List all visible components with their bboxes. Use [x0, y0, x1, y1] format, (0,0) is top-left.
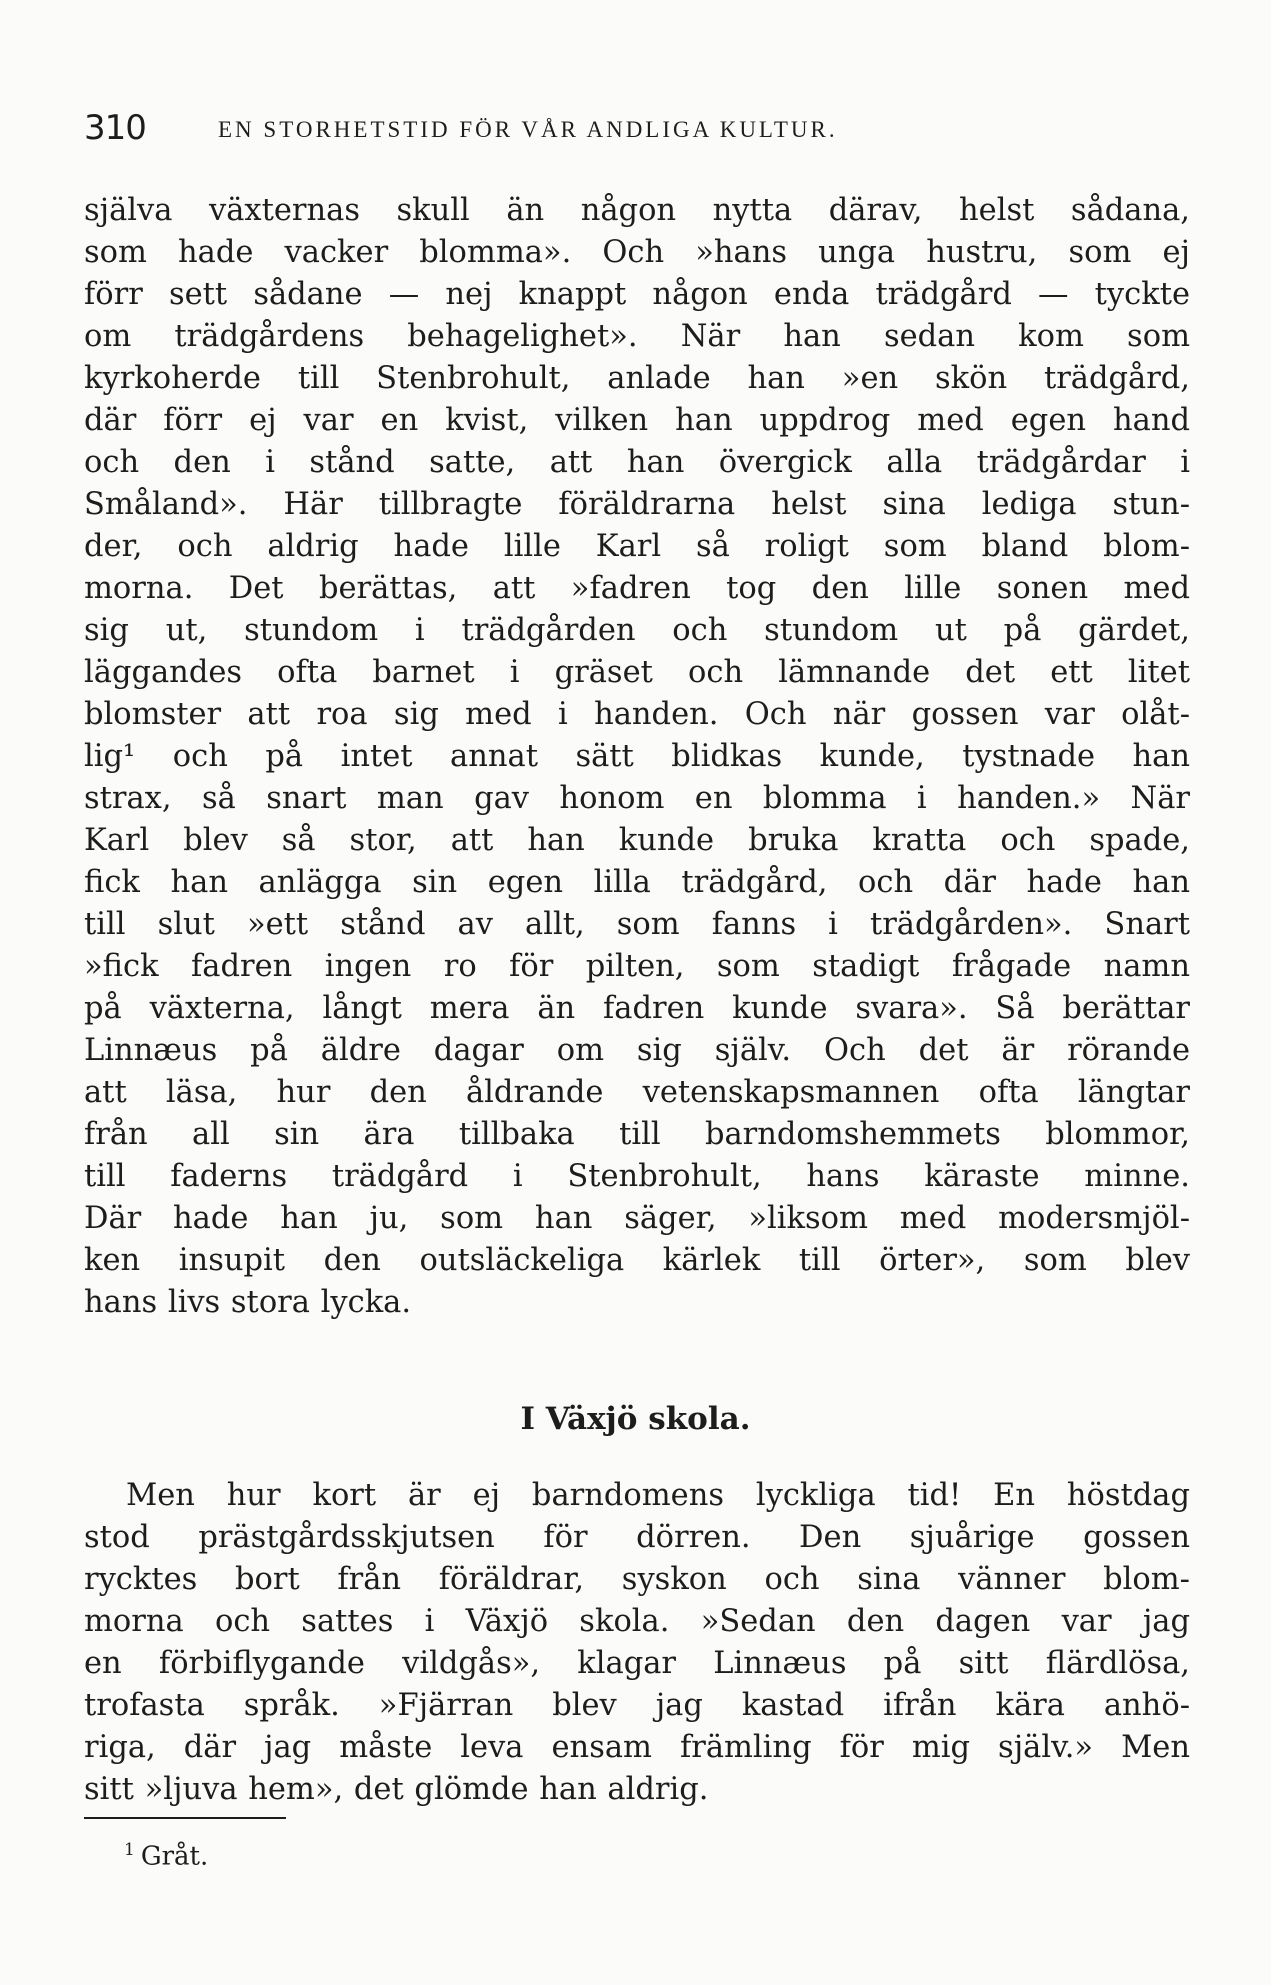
text-line: en förbiflygande vildgås», klagar Linnæus på sitt flärdlösa,: [84, 1646, 1190, 1681]
text-line: till faderns trädgård i Stenbrohult, hans käraste minne.: [84, 1159, 1190, 1194]
text-line: Där hade han ju, som han säger, »liksom med modersmjöl-: [84, 1201, 1190, 1236]
footnote: [124, 1833, 208, 1874]
text-line: riga, där jag måste leva ensam främling för mig själv.» Men: [84, 1730, 1190, 1765]
text-line: sitt »ljuva hem», det glömde han aldrig.: [84, 1772, 709, 1807]
page-number: 310: [84, 108, 146, 148]
text-line: om trädgårdens behagelighet». När han sedan kom som: [84, 319, 1190, 354]
text-line: morna. Det berättas, att »fadren tog den lille sonen med: [84, 571, 1190, 606]
text-line: stod prästgårdsskjutsen för dörren. Den sjuårige gossen: [84, 1520, 1190, 1555]
text-line: själva växternas skull än någon nytta därav, helst sådana,: [84, 193, 1190, 228]
text-line: sig ut, stundom i trädgården och stundom ut på gärdet,: [84, 613, 1190, 648]
text-line: »fick fadren ingen ro för pilten, som stadigt frågade namn: [84, 949, 1190, 984]
text-line: blomster att roa sig med i handen. Och när gossen var olåt-: [84, 697, 1190, 732]
footnote-text: Gråt.: [140, 1841, 209, 1872]
text-line: som hade vacker blomma». Och »hans unga hustru, som ej: [84, 235, 1190, 270]
text-line: från all sin ära tillbaka till barndomshemmets blommor,: [84, 1117, 1190, 1152]
footnote-marker: 1: [124, 1840, 135, 1860]
text-line: Småland». Här tillbragte föräldrarna helst sina lediga stun-: [84, 487, 1190, 522]
text-line: der, och aldrig hade lille Karl så roligt som bland blom-: [84, 529, 1190, 564]
body-paragraph: [84, 190, 1190, 1324]
body-paragraph: [84, 1475, 1190, 1811]
text-line: trofasta språk. »Fjärran blev jag kastad ifrån kära anhö-: [84, 1688, 1190, 1723]
text-line: lig¹ och på intet annat sätt blidkas kunde, tystnade han: [84, 739, 1190, 774]
running-title: EN STORHETSTID FÖR VÅR ANDLIGA KULTUR.: [218, 117, 838, 142]
section-heading: I Växjö skola.: [520, 1401, 751, 1437]
text-line: Men hur kort är ej barndomens lyckliga tid! En höstdag: [126, 1478, 1190, 1513]
text-line: att läsa, hur den åldrande vetenskapsmannen ofta längtar: [84, 1075, 1190, 1110]
text-line: Linnæus på äldre dagar om sig själv. Och det är rörande: [84, 1033, 1190, 1068]
running-header: [84, 108, 1190, 148]
footnote-rule: [84, 1817, 286, 1819]
text-line: läggandes ofta barnet i gräset och lämnande det ett litet: [84, 655, 1190, 690]
text-line: rycktes bort från föräldrar, syskon och sina vänner blom-: [84, 1562, 1190, 1597]
text-line: ken insupit den outsläckeliga kärlek till örter», som blev: [84, 1243, 1190, 1278]
text-line: till slut »ett stånd av allt, som fanns i trädgården». Snart: [84, 907, 1190, 942]
text-line: fick han anlägga sin egen lilla trädgård, och där hade han: [84, 865, 1190, 900]
text-line: kyrkoherde till Stenbrohult, anlade han »en skön trädgård,: [84, 361, 1190, 396]
text-line: Karl blev så stor, att han kunde bruka kratta och spade,: [84, 823, 1190, 858]
text-line: där förr ej var en kvist, vilken han uppdrog med egen hand: [84, 403, 1190, 438]
text-line: på växterna, långt mera än fadren kunde svara». Så berättar: [84, 991, 1190, 1026]
text-line: och den i stånd satte, att han övergick alla trädgårdar i: [84, 445, 1190, 480]
text-line: strax, så snart man gav honom en blomma i handen.» När: [84, 781, 1190, 816]
text-line: förr sett sådane — nej knappt någon enda trädgård — tyckte: [84, 277, 1190, 312]
text-line: morna och sattes i Växjö skola. »Sedan den dagen var jag: [84, 1604, 1190, 1639]
text-line: hans livs stora lycka.: [84, 1285, 412, 1320]
